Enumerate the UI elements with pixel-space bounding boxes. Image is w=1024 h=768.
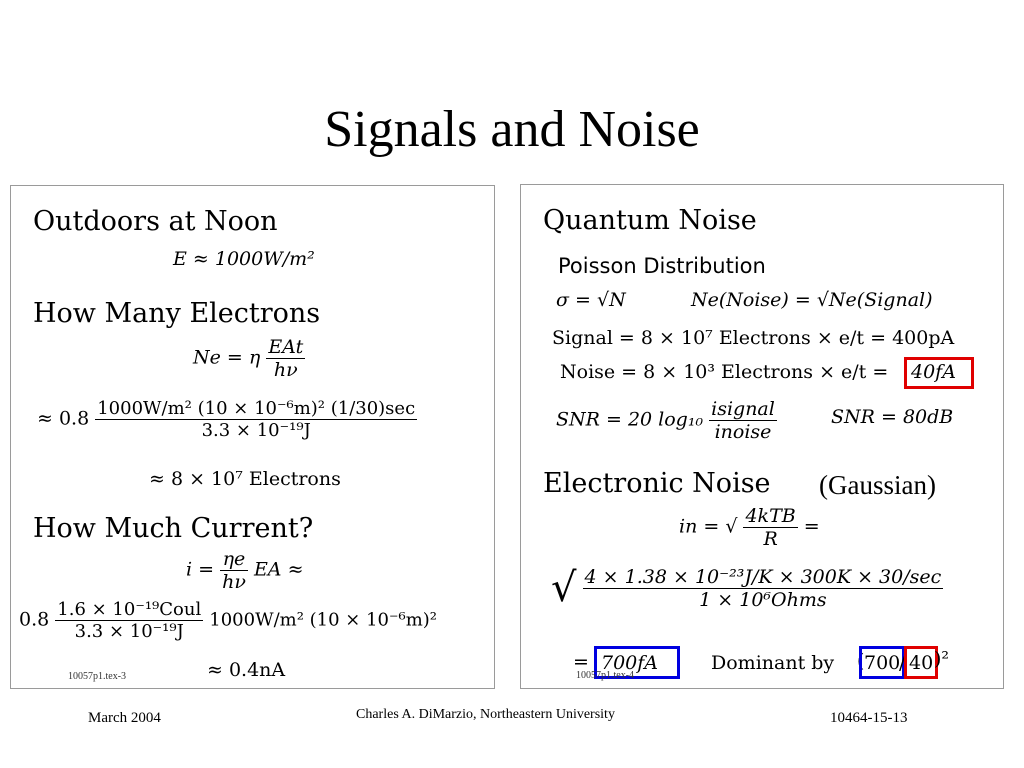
- dominant-denominator: 40: [909, 652, 934, 674]
- outdoors-heading: Outdoors at Noon: [33, 206, 278, 237]
- current-heading: How Much Current?: [33, 513, 314, 544]
- outdoors-panel: [10, 185, 495, 689]
- in-rhs: =: [803, 515, 820, 538]
- sqrt-symbol: √: [551, 565, 577, 611]
- snr-lhs: SNR = 20 log₁₀: [556, 408, 704, 431]
- sigma-equation: σ = √N: [556, 289, 626, 311]
- right-file-tag: 10057p1.tex-4: [576, 670, 635, 681]
- ne-numerator: EAt: [268, 336, 304, 358]
- in-numerator: 4kTB: [745, 505, 796, 527]
- irradiance-equation: E ≈ 1000W/m²: [173, 248, 315, 270]
- current-denominator: hν: [222, 571, 246, 593]
- approx-numerator: 1000W/m² (10 × 10⁻⁶m)² (1/30)sec: [97, 398, 416, 419]
- in-lhs: in = √: [679, 515, 738, 538]
- footer-author: Charles A. DiMarzio, Northeastern University: [356, 707, 615, 722]
- dominant-slash: /: [899, 652, 906, 674]
- current-lhs: i =: [186, 558, 215, 581]
- current-value-equation: [19, 599, 437, 642]
- dominant-open-paren: (: [857, 650, 865, 672]
- current-fraction: [220, 548, 248, 593]
- slide-title: Signals and Noise: [324, 101, 700, 158]
- poisson-subheading: Poisson Distribution: [558, 254, 766, 278]
- footer-date: March 2004: [88, 710, 161, 726]
- final-noise-value: 700fA: [601, 652, 659, 674]
- gaussian-label: (Gaussian): [819, 470, 936, 500]
- noise-calculation: [551, 565, 943, 611]
- snr-numerator: isignal: [711, 398, 775, 420]
- in-fraction: [743, 505, 797, 550]
- final-noise-equals: =: [573, 651, 589, 673]
- noise-equation: Noise = 8 × 10³ Electrons × e/t =: [560, 361, 889, 383]
- noise-value-highlight: [904, 357, 974, 389]
- johnson-noise-equation: [679, 505, 820, 550]
- curr-lhs: 0.8: [19, 608, 50, 631]
- curr-numerator: 1.6 × 10⁻¹⁹Coul: [57, 599, 202, 620]
- quantum-noise-heading: Quantum Noise: [543, 205, 757, 236]
- dominant-label: Dominant by: [711, 652, 835, 674]
- current-result: ≈ 0.4nA: [207, 659, 286, 681]
- approx-fraction: [95, 398, 417, 441]
- current-equation: [186, 548, 304, 593]
- left-file-tag: 10057p1.tex-3: [68, 671, 127, 682]
- calc-fraction: [583, 566, 944, 611]
- electrons-result: ≈ 8 × 10⁷ Electrons: [149, 468, 341, 490]
- noise-panel: [520, 184, 1004, 689]
- snr-denominator: inoise: [714, 421, 772, 443]
- ne-lhs: Ne = η: [193, 346, 261, 369]
- snr-equation: [556, 398, 777, 443]
- ne-denominator: hν: [273, 359, 298, 381]
- electron-count-equation: [193, 336, 305, 381]
- dominant-numerator: 700: [864, 652, 901, 674]
- in-denominator: R: [763, 528, 778, 550]
- current-numerator: ηe: [220, 548, 248, 571]
- calc-numerator: 4 × 1.38 × 10⁻²³J/K × 300K × 30/sec: [584, 565, 942, 588]
- curr-denominator: 3.3 × 10⁻¹⁹J: [74, 621, 184, 642]
- snr-fraction: [709, 398, 777, 443]
- curr-fraction: [55, 599, 203, 642]
- ne-fraction: [266, 336, 305, 381]
- signal-equation: Signal = 8 × 10⁷ Electrons × e/t = 400pA: [552, 327, 955, 349]
- approx-electrons-equation: [37, 398, 417, 441]
- electrons-heading: How Many Electrons: [33, 298, 321, 329]
- dominant-close-paren: )²: [934, 648, 950, 670]
- calc-denominator: 1 × 10⁶Ohms: [699, 588, 827, 611]
- snr-result: SNR = 80dB: [831, 406, 954, 428]
- approx-lhs: ≈ 0.8: [37, 407, 90, 430]
- approx-denominator: 3.3 × 10⁻¹⁹J: [201, 420, 311, 441]
- curr-rhs: 1000W/m² (10 × 10⁻⁶m)²: [209, 609, 438, 631]
- footer-slide-number: 10464-15-13: [830, 710, 908, 726]
- electronic-noise-heading: Electronic Noise: [543, 468, 771, 499]
- current-rhs: EA ≈: [253, 558, 304, 581]
- noise-value: 40fA: [911, 361, 956, 383]
- dominant-denominator-highlight: [904, 646, 938, 679]
- noise-signal-relation: Ne(Noise) = √Ne(Signal): [691, 289, 933, 311]
